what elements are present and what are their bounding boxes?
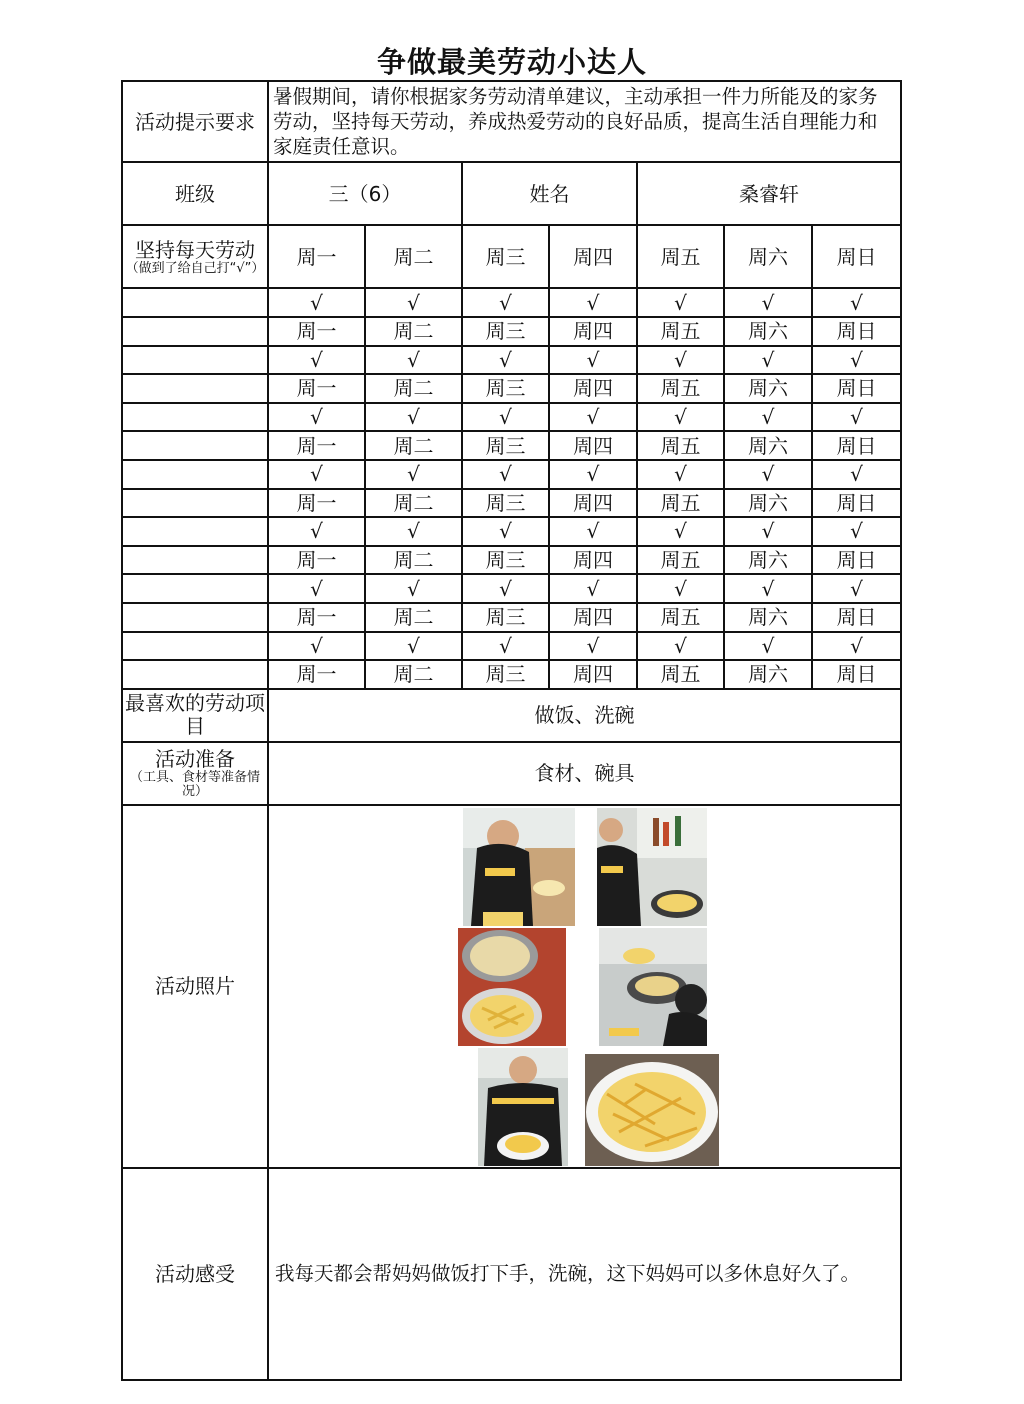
checkmark-cell: √: [462, 517, 549, 546]
checkmark-cell: √: [549, 517, 637, 546]
checkmark-cell: √: [462, 574, 549, 603]
weekday-cell: 周二: [365, 660, 462, 689]
checkmark-cell: √: [549, 460, 637, 489]
checkmark-cell: √: [724, 288, 812, 317]
row-label-empty: [122, 603, 268, 632]
weekday-cell: 周一: [268, 374, 365, 403]
checkmark-row: [122, 574, 901, 603]
checkmark-cell: √: [724, 517, 812, 546]
checkmark-cell: √: [637, 632, 724, 661]
weekday-cell: 周一: [268, 431, 365, 460]
weekday-cell: 周四: [549, 660, 637, 689]
checkmark-cell: √: [812, 403, 901, 432]
row-label-empty: [122, 660, 268, 689]
weekday-cell: 周一: [268, 603, 365, 632]
checkmark-cell: √: [812, 460, 901, 489]
weekday-cell: 周二: [365, 431, 462, 460]
checkmark-cell: √: [365, 346, 462, 375]
weekday-cell: 周日: [812, 431, 901, 460]
weekday-cell: 周四: [549, 317, 637, 346]
weekday-cell: 周三: [462, 431, 549, 460]
weekday-header: 周一: [268, 225, 365, 288]
weekday-cell: 周三: [462, 603, 549, 632]
weekday-cell: 周三: [462, 374, 549, 403]
weekday-cell: 周六: [724, 374, 812, 403]
checkmark-cell: √: [268, 517, 365, 546]
checkmark-cell: √: [724, 346, 812, 375]
row-label-empty: [122, 517, 268, 546]
weekday-cell: 周三: [462, 489, 549, 518]
checkmark-cell: √: [637, 574, 724, 603]
row-label-empty: [122, 374, 268, 403]
weekday-header: 周二: [365, 225, 462, 288]
weekday-cell: 周六: [724, 431, 812, 460]
checkmark-cell: √: [724, 574, 812, 603]
row-label-empty: [122, 288, 268, 317]
weekday-cell: 周三: [462, 546, 549, 575]
child-cutting-potatoes-photo: [463, 808, 575, 926]
weekday-cell: 周日: [812, 660, 901, 689]
requirements-text: 暑假期间，请你根据家务劳动清单建议，主动承担一件力所能及的家务劳动，坚持每天劳动，养成热爱劳动的良好品质，提高生活自理能力和家庭责任意识。: [268, 81, 901, 162]
checkmark-row: [122, 517, 901, 546]
checkmark-cell: √: [812, 346, 901, 375]
checkmark-row: [122, 632, 901, 661]
weekday-cell: 周二: [365, 603, 462, 632]
checkmark-cell: √: [365, 288, 462, 317]
weekday-cell: 周四: [549, 603, 637, 632]
name-value: 桑睿轩: [637, 162, 901, 225]
weekday-cell: 周四: [549, 374, 637, 403]
checkmark-cell: √: [268, 288, 365, 317]
weekday-header: 周五: [637, 225, 724, 288]
checkmark-cell: √: [268, 346, 365, 375]
checkmark-cell: √: [462, 346, 549, 375]
prep-note: （工具、食材等准备情况）: [129, 770, 260, 800]
checkmark-cell: √: [268, 574, 365, 603]
checkmark-row: [122, 403, 901, 432]
row-label-empty: [122, 546, 268, 575]
daily-labor-note: （做到了给自己打“√”）: [125, 260, 265, 276]
weekday-cell: 周一: [268, 660, 365, 689]
child-frying-in-wok-photo: [599, 928, 707, 1046]
prep-label: [122, 742, 268, 805]
checkmark-row: [122, 460, 901, 489]
checkmark-cell: √: [365, 460, 462, 489]
checkmark-cell: √: [724, 403, 812, 432]
checkmark-cell: √: [724, 632, 812, 661]
row-label-empty: [122, 489, 268, 518]
weekday-cell: 周三: [462, 660, 549, 689]
checkmark-cell: √: [268, 403, 365, 432]
row-label-empty: [122, 460, 268, 489]
weekday-cell: 周五: [637, 603, 724, 632]
weekday-cell: 周六: [724, 546, 812, 575]
checkmark-cell: √: [462, 288, 549, 317]
checkmark-cell: √: [812, 632, 901, 661]
checkmark-cell: √: [365, 517, 462, 546]
weekday-cell: 周二: [365, 546, 462, 575]
weekday-cell: 周五: [637, 431, 724, 460]
weekday-cell: 周一: [268, 546, 365, 575]
checkmark-cell: √: [724, 460, 812, 489]
checkmark-cell: √: [549, 632, 637, 661]
weekday-cell: 周六: [724, 489, 812, 518]
weekday-cell: 周四: [549, 546, 637, 575]
prep-value: 食材、碗具: [268, 742, 901, 805]
daily-labor-title: 坚持每天劳动: [135, 237, 255, 262]
checkmark-cell: √: [637, 403, 724, 432]
checkmark-cell: √: [637, 460, 724, 489]
weekday-row: [122, 431, 901, 460]
photos-label: 活动照片: [122, 805, 268, 1168]
checkmark-cell: √: [462, 460, 549, 489]
weekday-row: [122, 317, 901, 346]
weekday-header: 周四: [549, 225, 637, 288]
weekday-cell: 周五: [637, 660, 724, 689]
photos-area: [268, 805, 901, 1168]
checkmark-cell: √: [637, 346, 724, 375]
weekday-header: 周六: [724, 225, 812, 288]
weekday-cell: 周五: [637, 546, 724, 575]
checkmark-cell: √: [812, 288, 901, 317]
checkmark-cell: √: [549, 346, 637, 375]
weekday-header: 周三: [462, 225, 549, 288]
checkmark-cell: √: [365, 632, 462, 661]
checkmark-cell: √: [812, 574, 901, 603]
potato-strips-in-bowls-photo: [458, 928, 566, 1046]
checkmark-row: [122, 346, 901, 375]
weekday-cell: 周一: [268, 489, 365, 518]
weekday-cell: 周日: [812, 317, 901, 346]
prep-title: 活动准备: [155, 747, 235, 772]
checkmark-cell: √: [268, 460, 365, 489]
weekday-cell: 周五: [637, 374, 724, 403]
weekday-cell: 周六: [724, 660, 812, 689]
weekday-row: [122, 603, 901, 632]
favorite-value: 做饭、洗碗: [268, 689, 901, 742]
child-cooking-at-stove-photo: [597, 808, 707, 926]
weekday-row: [122, 374, 901, 403]
row-label-empty: [122, 403, 268, 432]
class-label: 班级: [122, 162, 268, 225]
weekday-cell: 周四: [549, 489, 637, 518]
weekday-cell: 周日: [812, 603, 901, 632]
plate-of-fries-photo: [585, 1054, 719, 1166]
activity-sheet: [121, 80, 902, 1381]
row-label-empty: [122, 431, 268, 460]
page-title: 争做最美劳动小达人: [376, 45, 647, 79]
weekday-cell: 周五: [637, 317, 724, 346]
name-label: 姓名: [462, 162, 637, 225]
row-label-empty: [122, 317, 268, 346]
daily-labor-label: [122, 225, 268, 288]
checkmark-row: [122, 288, 901, 317]
weekday-cell: 周二: [365, 374, 462, 403]
favorite-label: 最喜欢的劳动项目: [122, 689, 268, 742]
weekday-header: 周日: [812, 225, 901, 288]
checkmark-cell: √: [637, 288, 724, 317]
checkmark-cell: √: [549, 288, 637, 317]
weekday-cell: 周二: [365, 317, 462, 346]
weekday-cell: 周六: [724, 317, 812, 346]
weekday-cell: 周四: [549, 431, 637, 460]
checkmark-cell: √: [549, 403, 637, 432]
checkmark-cell: √: [268, 632, 365, 661]
weekday-row: [122, 489, 901, 518]
requirements-label: 活动提示要求: [122, 81, 268, 162]
checkmark-cell: √: [365, 574, 462, 603]
checkmark-cell: √: [812, 517, 901, 546]
weekday-cell: 周日: [812, 374, 901, 403]
checkmark-cell: √: [462, 403, 549, 432]
row-label-empty: [122, 346, 268, 375]
feeling-text: 我每天都会帮妈妈做饭打下手，洗碗，这下妈妈可以多休息好久了。: [268, 1168, 901, 1380]
weekday-cell: 周五: [637, 489, 724, 518]
weekday-cell: 周六: [724, 603, 812, 632]
checkmark-cell: √: [462, 632, 549, 661]
row-label-empty: [122, 632, 268, 661]
weekday-cell: 周二: [365, 489, 462, 518]
feeling-label: 活动感受: [122, 1168, 268, 1380]
weekday-cell: 周日: [812, 546, 901, 575]
weekday-row: [122, 660, 901, 689]
class-value: 三（6）: [268, 162, 462, 225]
weekday-cell: 周三: [462, 317, 549, 346]
checkmark-cell: √: [365, 403, 462, 432]
child-holding-fries-plate-photo: [478, 1048, 568, 1166]
weekday-cell: 周日: [812, 489, 901, 518]
row-label-empty: [122, 574, 268, 603]
weekday-row: [122, 546, 901, 575]
weekday-cell: 周一: [268, 317, 365, 346]
checkmark-cell: √: [549, 574, 637, 603]
checkmark-cell: √: [637, 517, 724, 546]
